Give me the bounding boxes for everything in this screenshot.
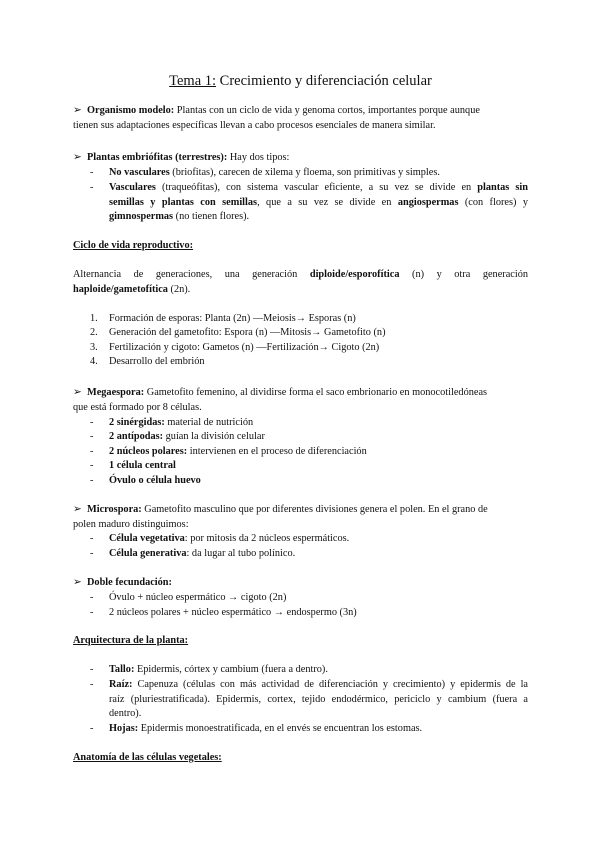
anatomia-heading: Anatomía de las células vegetales: [73, 752, 222, 763]
item-bold: plantas sin [477, 182, 529, 193]
item-bold: 2 núcleos polares: [109, 446, 188, 457]
item-text: (con flores) y [458, 197, 528, 208]
item-text: Óvulo + núcleo espermático → cigoto (2n) [109, 592, 287, 603]
embriofitas-heading [73, 150, 528, 165]
dash-marker: - [90, 460, 94, 471]
item-bold: Célula generativa [109, 548, 187, 559]
step-number: 2. [90, 327, 98, 338]
dash-marker: - [90, 446, 94, 457]
step-text: Desarrollo del embrión [109, 356, 205, 367]
step-number: 1. [90, 313, 98, 324]
item-text: guían la división celular [163, 431, 265, 442]
title-text: Crecimiento y diferenciación celular [216, 73, 432, 89]
intro-bold: haploide/gametofítica [73, 284, 168, 295]
item-bold: Célula vegetativa [109, 533, 185, 544]
step-text: Generación del gametofito: Espora (n) —Mitosis→ Gametofito (n) [109, 327, 386, 338]
dash-marker: - [90, 533, 94, 544]
item-bold: Tallo: [109, 664, 135, 675]
intro-text: (n) y otra generación [399, 269, 529, 280]
item-text: dentro). [109, 708, 142, 719]
item-bold: Vasculares [109, 182, 156, 193]
dash-marker: - [90, 431, 94, 442]
dash-marker: - [90, 592, 94, 603]
dash-marker: - [90, 679, 94, 690]
dash-marker: - [90, 182, 94, 193]
ciclo-intro-1 [73, 267, 528, 282]
organismo-label: Organismo modelo: [87, 105, 175, 116]
step-text: Formación de esporas: Planta (2n) —Meiosis→ Esporas (n) [109, 313, 356, 324]
ciclo-intro-2 [73, 282, 528, 297]
dash-marker: - [90, 607, 94, 618]
intro-text: Alternancia de generaciones, una generación [73, 269, 310, 280]
item-bold: 2 antípodas: [109, 431, 164, 442]
item-text: material de nutrición [164, 417, 254, 428]
arquitectura-heading: Arquitectura de la planta: [73, 635, 189, 646]
bullet-arrow-icon: ➢ [73, 504, 82, 515]
doble-heading [73, 575, 528, 590]
item-bold: No vasculares [109, 167, 170, 178]
title-prefix: Tema 1: [169, 73, 217, 89]
item-bold: 2 sinérgidas: [109, 417, 165, 428]
item-text: 2 núcleos polares + núcleo espermático → endospermo (3n) [109, 607, 357, 618]
item-text: raíz (pluriestratificada). Epidermis, cortex, tejido endodérmico, periciclo y cambium (fuera a [109, 694, 528, 705]
dash-marker: - [90, 475, 94, 486]
dash-marker: - [90, 664, 94, 675]
megaspora-line-2: que está formado por 8 células. [73, 402, 202, 413]
item-text: (briofitas), carecen de xilema y floema, son primitivas y simples. [169, 167, 440, 178]
item-text: : da lugar al tubo polínico. [186, 548, 296, 559]
microspora-line-1 [73, 502, 528, 517]
item-bold: 1 célula central [109, 460, 176, 471]
step-text: Fertilización y cigoto: Gametos (n) —Fertilización→ Cigoto (2n) [109, 342, 380, 353]
item-text: : por mitosis da 2 núcleos espermáticos. [184, 533, 350, 544]
megaspora-label: Megaespora: [87, 387, 145, 398]
intro-text: (2n). [167, 284, 191, 295]
microspora-text-1: Gametofito masculino que por diferentes divisiones genera el polen. En el grano de [141, 504, 488, 515]
item-text: (no tienen flores). [173, 211, 250, 222]
item-bold: semillas y plantas con semillas [109, 197, 258, 208]
dash-marker: - [90, 548, 94, 559]
item-bold: Hojas: [109, 723, 139, 734]
item-text: , que a su vez se divide en [257, 197, 398, 208]
item-bold: Óvulo o célula huevo [109, 475, 201, 486]
organismo-line-1 [73, 103, 528, 118]
dash-marker: - [90, 417, 94, 428]
organismo-text-1: Plantas con un ciclo de vida y genoma cortos, importantes porque aunque [174, 105, 480, 116]
dash-marker: - [90, 167, 94, 178]
bullet-arrow-icon: ➢ [73, 105, 82, 116]
megaspora-text-1: Gametofito femenino, al dividirse forma el saco embrionario en monocotiledóneas [144, 387, 488, 398]
item-bold: Raíz: [109, 679, 133, 690]
item-text: (traqueófitas), con sistema vascular eficiente, a su vez se divide en [155, 182, 478, 193]
doble-label: Doble fecundación: [87, 577, 172, 588]
microspora-line-2: polen maduro distinguimos: [73, 519, 189, 530]
bullet-arrow-icon: ➢ [73, 152, 82, 163]
intro-bold: diploide/esporofítica [309, 269, 400, 280]
microspora-label: Microspora: [87, 504, 142, 515]
item-text: Capenuza (células con más actividad de diferenciación y crecimiento) y epidermis de la [132, 679, 528, 690]
item-bold: angiospermas [397, 197, 459, 208]
step-number: 4. [90, 356, 98, 367]
bullet-arrow-icon: ➢ [73, 577, 82, 588]
step-number: 3. [90, 342, 98, 353]
item-text: Epidermis monoestratificada, en el envés se encuentran los estomas. [138, 723, 423, 734]
dash-marker: - [90, 723, 94, 734]
ciclo-heading: Ciclo de vida reproductivo: [73, 240, 194, 251]
page-title [73, 73, 528, 90]
embriofitas-text: Hay dos tipos: [227, 152, 290, 163]
organismo-line-2: tienen sus adaptaciones específicas llevan a cabo procesos esenciales de manera similar. [73, 120, 436, 131]
embriofitas-label: Plantas embriófitas (terrestres): [87, 152, 228, 163]
megaspora-line-1 [73, 385, 528, 400]
item-text: Epidermis, córtex y cambium (fuera a dentro). [134, 664, 328, 675]
item-text: intervienen en el proceso de diferenciación [187, 446, 367, 457]
item-bold: gimnospermas [109, 211, 174, 222]
bullet-arrow-icon: ➢ [73, 387, 82, 398]
